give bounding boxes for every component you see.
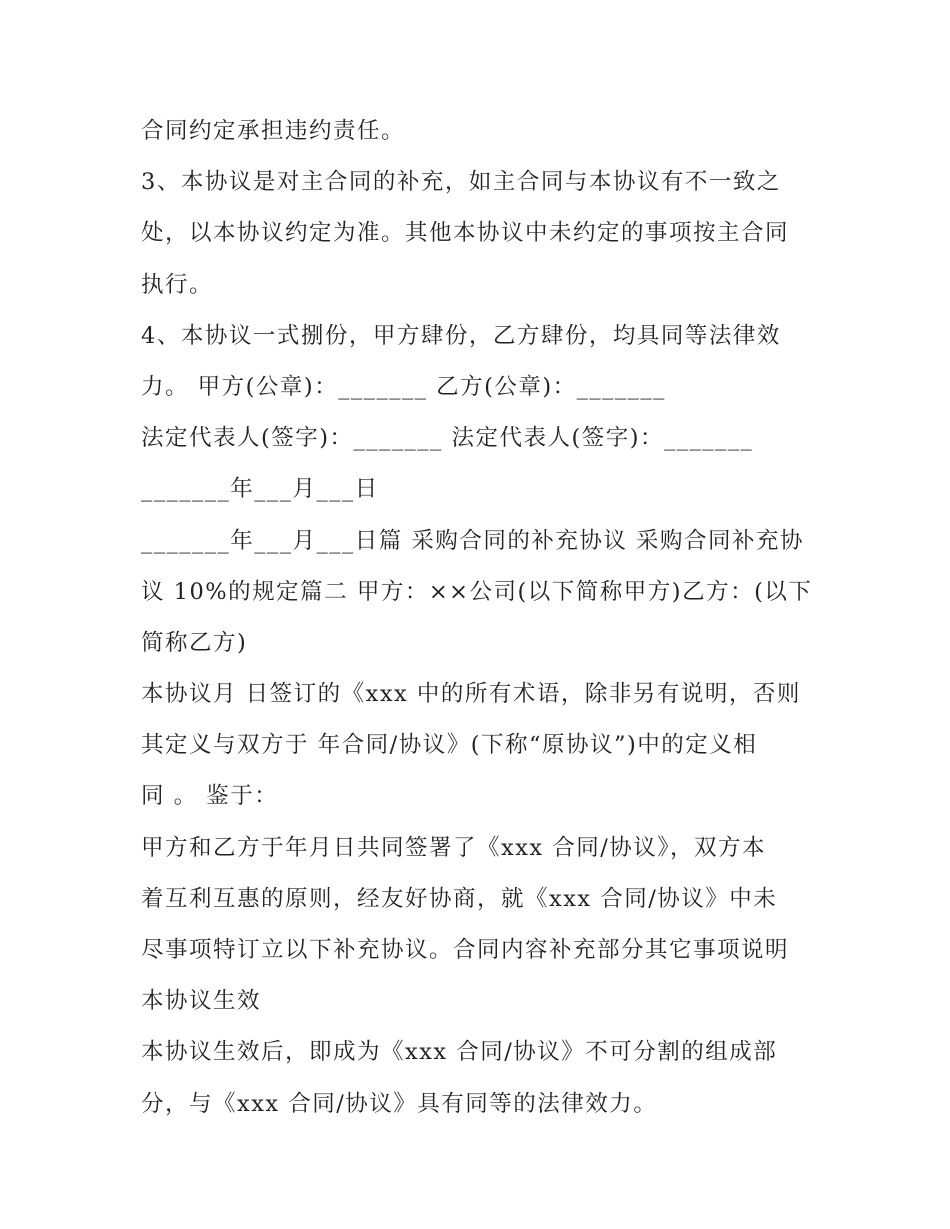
text-line: 合同约定承担违约责任。 [141,118,406,144]
text-line: 着互利互惠的原则，经友好协商，就《xxx 合同/协议》中未 [141,885,778,912]
text-line: 执行。 [141,271,214,298]
text-line: 本协议生效后，即成为《xxx 合同/协议》不可分割的组成部 [141,1039,778,1066]
text-line: 法定代表人(签字)：_______ 法定代表人(签字)：_______ [141,425,754,452]
text-line: 本协议生效 [141,988,262,1015]
document-body [141,106,821,1130]
text-line: 甲方和乙方于年月日共同签署了《xxx 合同/协议》，双方本 [141,834,767,861]
text-line: 简称乙方) [141,629,248,656]
text-line: 其定义与双方于 年合同/协议》(下称“原协议”)中的定义相 [141,732,758,759]
text-line: 力。 甲方(公章)：_______ 乙方(公章)：_______ [141,373,666,400]
text-line: 4、本协议一式捌份，甲方肆份，乙方肆份，均具同等法律效 [141,322,781,349]
text-line: _______年___月___日 [141,476,379,503]
text-line: 本协议月 日签订的《xxx 中的所有术语，除非另有说明，否则 [141,681,801,708]
text-line: 尽事项特订立以下补充协议。合同内容补充部分其它事项说明 [141,937,790,963]
text-line: _______年___月___日篇 采购合同的补充协议 采购合同补充协 [141,527,805,554]
text-line: 处，以本协议约定为准。其他本协议中未约定的事项按主合同 [141,220,790,247]
text-line: 议 10%的规定篇二 甲方：××公司(以下简称甲方)乙方：(以下 [141,578,813,605]
text-line: 分，与《xxx 合同/协议》具有同等的法律效力。 [141,1090,658,1117]
text-line: 3、本协议是对主合同的补充，如主合同与本协议有不一致之 [141,169,781,196]
text-line: 同 。 鉴于： [141,783,279,810]
